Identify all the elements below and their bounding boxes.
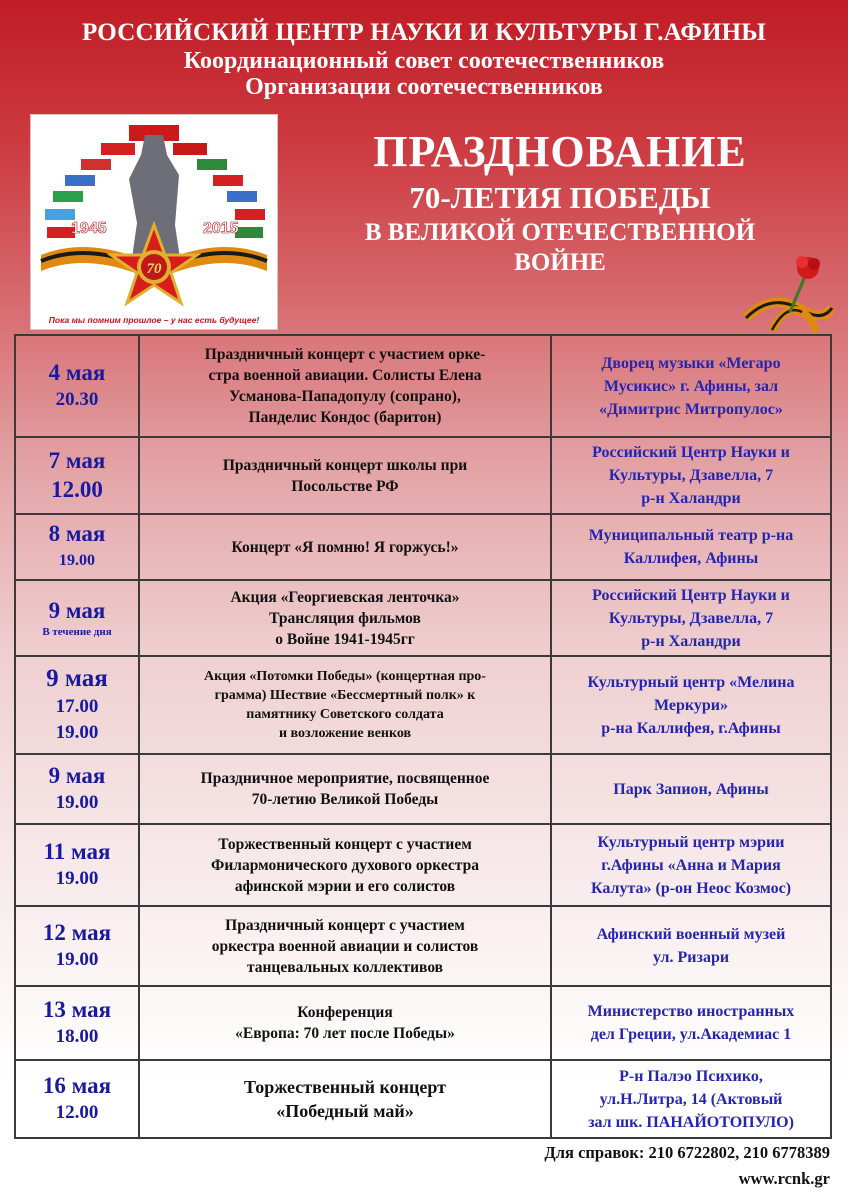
event-cell: Акция «Георгиевская ленточка» Трансляция фильмов о Войне 1941-1945гг [139,580,551,656]
table-row [15,986,831,1060]
footer-site[interactable]: www.rcnk.gr [738,1169,830,1188]
title-line-1: ПРАЗДНОВАНИЕ [373,127,747,176]
event-cell: Торжественный концерт «Победный май» [139,1060,551,1138]
event-cell: Праздничный концерт школы при Посольстве РФ [139,437,551,514]
date-cell: 9 мая 19.00 [15,754,139,824]
header-line-3: Организации соотечественников [245,74,603,100]
date-cell: 13 мая 18.00 [15,986,139,1060]
table-row [15,906,831,986]
place-cell: Культурный центр «Мелина Меркури» р-на Каллифея, г.Афины [551,656,831,754]
footer [544,1140,830,1192]
date-cell: 9 мая 17.00 19.00 [15,656,139,754]
event-cell: Праздничный концерт с участием орке- стра военной авиации. Солисты Елена Усманова-Пападопулу (сопрано), Панделис Кондос (баритон) [139,335,551,437]
header-line-1: РОССИЙСКИЙ ЦЕНТР НАУКИ И КУЛЬТУРЫ Г.АФИНЫ [81,19,767,46]
event-cell: Праздничный концерт с участием оркестра военной авиации и солистов танцевальных коллективов [139,906,551,986]
place-cell: Дворец музыки «Мегаро Мусикис» г. Афины, зал «Димитрис Митропулос» [551,335,831,437]
table-row [15,335,831,437]
date-cell: 4 мая 20.30 [15,335,139,437]
footer-phones: Для справок: 210 6722802, 210 6778389 [544,1143,830,1162]
table-row [15,580,831,656]
event-cell: Торжественный концерт с участием Филармонического духового оркестра афинской мэрии и его солистов [139,824,551,906]
place-cell: Р-н Палэо Психико, ул.Н.Литра, 14 (Актовый зал шк. ПАНАЙОТОПУЛО) [551,1060,831,1138]
event-cell: Акция «Потомки Победы» (концертная про- грамма) Шествие «Бессмертный полк» к памятнику Советского солдата и возложение венков [139,656,551,754]
table-row [15,824,831,906]
place-cell: Парк Запион, Афины [551,754,831,824]
table-row [15,1060,831,1138]
table-row [15,514,831,580]
logo-caption: Пока мы помним прошлое – у нас есть будущее! [48,315,260,325]
place-cell: Российский Центр Науки и Культуры, Дзавелла, 7 р-н Халандри [551,437,831,514]
date-cell: 8 мая 19.00 [15,514,139,580]
logo-number: 70 [146,261,162,277]
place-cell: Муниципальный театр р-на Каллифея, Афины [551,514,831,580]
table-row [15,656,831,754]
title-line-4: ВОЙНЕ [514,249,606,276]
place-cell: Российский Центр Науки и Культуры, Дзавелла, 7 р-н Халандри [551,580,831,656]
date-cell: 12 мая 19.00 [15,906,139,986]
title-line-3: В ВЕЛИКОЙ ОТЕЧЕСТВЕННОЙ [364,219,756,246]
header [0,18,848,100]
place-cell: Афинский военный музей ул. Ризари [551,906,831,986]
date-cell: 7 мая 12.00 [15,437,139,514]
place-cell: Культурный центр мэрии г.Афины «Анна и Мария Калута» (р-он Неос Козмос) [551,824,831,906]
event-cell: Концерт «Я помню! Я горжусь!» [139,514,551,580]
event-cell: Конференция «Европа: 70 лет после Победы» [139,986,551,1060]
event-cell: Праздничное мероприятие, посвященное 70-летию Великой Победы [139,754,551,824]
table-row [15,437,831,514]
date-cell: 11 мая 19.00 [15,824,139,906]
table-row [15,754,831,824]
date-cell: 16 мая 12.00 [15,1060,139,1138]
title-line-2: 70-ЛЕТИЯ ПОБЕДЫ [409,180,711,215]
logo-year-right: 2015 [203,220,239,237]
schedule-table [14,334,832,1139]
place-cell: Министерство иностранных дел Греции, ул.Академиас 1 [551,986,831,1060]
header-line-2: Координационный совет соотечественников [183,48,665,74]
carnation-flower-icon [742,252,834,336]
date-cell: 9 мая В течение дня [15,580,139,656]
logo-year-left: 1945 [71,220,107,237]
logo-emblem-icon [30,114,278,330]
